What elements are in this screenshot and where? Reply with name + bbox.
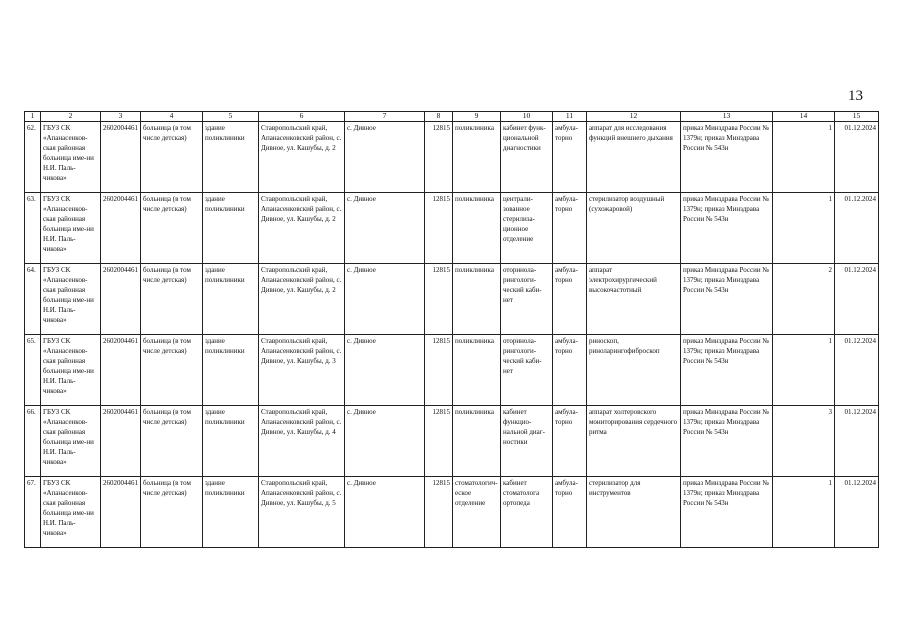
facility-type-cell: больница (в том числе детская) <box>141 406 203 477</box>
order-cell: приказ Минздрава России № 1379н; приказ Минздрава России № 543н <box>681 335 773 406</box>
building-cell: здание поликлиники <box>203 122 259 193</box>
device-cell: риноскоп, риноларингофиброскоп <box>587 335 681 406</box>
building-cell: здание поликлиники <box>203 335 259 406</box>
room-cell: кабинет стоматолога ортопеда <box>501 477 553 548</box>
address-cell: Ставропольский край, Апанасенковский район, с. Дивное, ул. Кашубы, д. 4 <box>259 406 345 477</box>
department-cell: поликлиника <box>453 264 501 335</box>
date-cell: 01.12.2024 <box>835 264 879 335</box>
device-cell: аппарат холтеровского мониторирования сердечного ритма <box>587 406 681 477</box>
date-cell: 01.12.2024 <box>835 335 879 406</box>
organization-cell: ГБУЗ СК «Апанасенков-ская районная больница име-ни Н.И. Паль-чикова» <box>41 335 101 406</box>
room-cell: оторинола-рингологи-ческий каби-нет <box>501 264 553 335</box>
facility-type-cell: больница (в том числе детская) <box>141 122 203 193</box>
column-header: 10 <box>501 112 553 122</box>
table-row <box>25 193 879 264</box>
settlement-cell: с. Дивное <box>345 193 425 264</box>
organization-cell: ГБУЗ СК «Апанасенков-ская районная больница име-ни Н.И. Паль-чикова» <box>41 193 101 264</box>
building-cell: здание поликлиники <box>203 193 259 264</box>
row-number: 66. <box>25 406 41 477</box>
facility-type-cell: больница (в том числе детская) <box>141 264 203 335</box>
row-number: 67. <box>25 477 41 548</box>
department-cell: стоматологич-еское отделение <box>453 477 501 548</box>
column-header: 4 <box>141 112 203 122</box>
column-header: 6 <box>259 112 345 122</box>
organization-cell: ГБУЗ СК «Апанасенков-ская районная больница име-ни Н.И. Паль-чикова» <box>41 406 101 477</box>
column-header: 2 <box>41 112 101 122</box>
column-header: 13 <box>681 112 773 122</box>
mode-cell: амбула-торно <box>553 193 587 264</box>
organization-cell: ГБУЗ СК «Апанасенков-ская районная больница име-ни Н.И. Паль-чикова» <box>41 477 101 548</box>
settlement-cell: с. Дивное <box>345 477 425 548</box>
code-cell: 2602004461 <box>101 264 141 335</box>
organization-cell: ГБУЗ СК «Апанасенков-ская районная больница име-ни Н.И. Паль-чикова» <box>41 122 101 193</box>
column-header: 15 <box>835 112 879 122</box>
column-header: 1 <box>25 112 41 122</box>
equipment-table <box>24 111 879 548</box>
settlement-cell: с. Дивное <box>345 335 425 406</box>
department-cell: поликлиника <box>453 122 501 193</box>
code-cell: 2602004461 <box>101 406 141 477</box>
address-cell: Ставропольский край, Апанасенковский район, с. Дивное, ул. Кашубы, д. 5 <box>259 477 345 548</box>
row-number: 62. <box>25 122 41 193</box>
row-number: 65. <box>25 335 41 406</box>
department-cell: поликлиника <box>453 335 501 406</box>
device-cell: аппарат электрохирургический высокочастотный <box>587 264 681 335</box>
index-cell: 12815 <box>425 122 453 193</box>
column-header: 3 <box>101 112 141 122</box>
order-cell: приказ Минздрава России № 1379н; приказ Минздрава России № 543н <box>681 122 773 193</box>
settlement-cell: с. Дивное <box>345 264 425 335</box>
building-cell: здание поликлиники <box>203 264 259 335</box>
column-header: 7 <box>345 112 425 122</box>
table-row <box>25 406 879 477</box>
settlement-cell: с. Дивное <box>345 122 425 193</box>
table-row <box>25 264 879 335</box>
page-number: 13 <box>848 88 863 104</box>
index-cell: 12815 <box>425 477 453 548</box>
facility-type-cell: больница (в том числе детская) <box>141 335 203 406</box>
quantity-cell: 1 <box>773 477 835 548</box>
department-cell: поликлиника <box>453 406 501 477</box>
column-header: 12 <box>587 112 681 122</box>
facility-type-cell: больница (в том числе детская) <box>141 477 203 548</box>
department-cell: поликлиника <box>453 193 501 264</box>
column-header: 8 <box>425 112 453 122</box>
quantity-cell: 1 <box>773 122 835 193</box>
settlement-cell: с. Дивное <box>345 406 425 477</box>
facility-type-cell: больница (в том числе детская) <box>141 193 203 264</box>
organization-cell: ГБУЗ СК «Апанасенков-ская районная больница име-ни Н.И. Паль-чикова» <box>41 264 101 335</box>
row-number: 64. <box>25 264 41 335</box>
quantity-cell: 2 <box>773 264 835 335</box>
table-row <box>25 477 879 548</box>
column-header: 5 <box>203 112 259 122</box>
room-cell: кабинет функцио-нальной диаг-ностики <box>501 406 553 477</box>
device-cell: стерилизатор воздушный (сухожаровой) <box>587 193 681 264</box>
code-cell: 2602004461 <box>101 193 141 264</box>
code-cell: 2602004461 <box>101 477 141 548</box>
room-cell: оторинола-рингологи-ческий каби-нет <box>501 335 553 406</box>
address-cell: Ставропольский край, Апанасенковский район, с. Дивное, ул. Кашубы, д. 2 <box>259 122 345 193</box>
mode-cell: амбула-торно <box>553 406 587 477</box>
table-row <box>25 335 879 406</box>
order-cell: приказ Минздрава России № 1379н; приказ Минздрава России № 543н <box>681 264 773 335</box>
index-cell: 12815 <box>425 193 453 264</box>
date-cell: 01.12.2024 <box>835 193 879 264</box>
column-header: 11 <box>553 112 587 122</box>
index-cell: 12815 <box>425 406 453 477</box>
column-header: 9 <box>453 112 501 122</box>
code-cell: 2602004461 <box>101 335 141 406</box>
row-number: 63. <box>25 193 41 264</box>
index-cell: 12815 <box>425 335 453 406</box>
quantity-cell: 1 <box>773 335 835 406</box>
device-cell: аппарат для исследования функций внешнего дыхания <box>587 122 681 193</box>
mode-cell: амбула-торно <box>553 122 587 193</box>
code-cell: 2602004461 <box>101 122 141 193</box>
header-row <box>25 112 879 122</box>
address-cell: Ставропольский край, Апанасенковский район, с. Дивное, ул. Кашубы, д. 2 <box>259 193 345 264</box>
room-cell: кабинет функ-циональной диагностики <box>501 122 553 193</box>
address-cell: Ставропольский край, Апанасенковский район, с. Дивное, ул. Кашубы, д. 2 <box>259 264 345 335</box>
column-header: 14 <box>773 112 835 122</box>
mode-cell: амбула-торно <box>553 264 587 335</box>
mode-cell: амбула-торно <box>553 477 587 548</box>
address-cell: Ставропольский край, Апанасенковский район, с. Дивное, ул. Кашубы, д. 3 <box>259 335 345 406</box>
index-cell: 12815 <box>425 264 453 335</box>
quantity-cell: 1 <box>773 193 835 264</box>
room-cell: централи-зованное стерилиза-ционное отделение <box>501 193 553 264</box>
order-cell: приказ Минздрава России № 1379н; приказ Минздрава России № 543н <box>681 477 773 548</box>
building-cell: здание поликлиники <box>203 477 259 548</box>
date-cell: 01.12.2024 <box>835 406 879 477</box>
mode-cell: амбула-торно <box>553 335 587 406</box>
order-cell: приказ Минздрава России № 1379н; приказ Минздрава России № 543н <box>681 406 773 477</box>
date-cell: 01.12.2024 <box>835 122 879 193</box>
quantity-cell: 3 <box>773 406 835 477</box>
table-row <box>25 122 879 193</box>
order-cell: приказ Минздрава России № 1379н; приказ Минздрава России № 543н <box>681 193 773 264</box>
date-cell: 01.12.2024 <box>835 477 879 548</box>
building-cell: здание поликлиники <box>203 406 259 477</box>
device-cell: стерилизатор для инструментов <box>587 477 681 548</box>
